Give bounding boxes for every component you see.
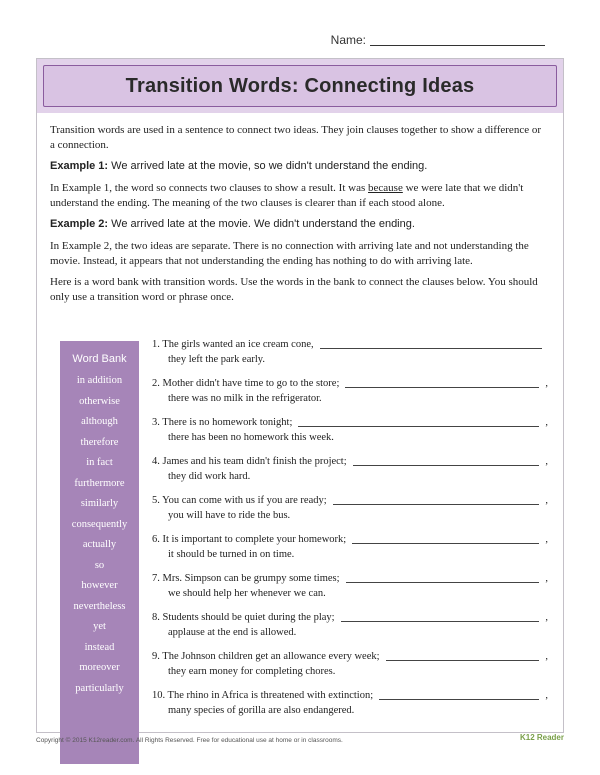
question-item (152, 376, 562, 415)
answer-blank[interactable] (345, 378, 539, 388)
word-bank-item: furthermore (74, 477, 125, 489)
word-bank-item: therefore (80, 436, 119, 448)
question-text: 4. James and his team didn't finish the project; (152, 456, 347, 467)
word-bank-item: in addition (76, 375, 123, 386)
question-item (152, 493, 562, 532)
question-first-clause (152, 649, 562, 664)
example-1 (50, 159, 548, 174)
word-bank-item: yet (93, 621, 106, 632)
question-first-clause (152, 493, 562, 508)
question-text: 8. Students should be quiet during the play; (152, 612, 335, 623)
title-box (43, 65, 557, 107)
question-first-clause (152, 610, 562, 625)
answer-comma: , (545, 573, 548, 584)
question-second-clause: we should help her whenever we can. (168, 588, 326, 599)
question-item (152, 454, 562, 493)
explanation-2: In Example 2, the two ideas are separate. There is no connection with arriving late and not understanding the movie. Instead, it appears that not understanding the ending has nothing to do with arriving late. (50, 240, 529, 267)
answer-blank[interactable] (298, 417, 539, 427)
question-text: 3. There is no homework tonight; (152, 417, 293, 428)
question-first-clause (152, 415, 562, 430)
answer-comma: , (545, 651, 548, 662)
answer-comma: , (545, 417, 548, 428)
answer-blank[interactable] (320, 339, 542, 349)
question-second-clause: they did work hard. (168, 471, 251, 482)
answer-blank[interactable] (379, 690, 539, 700)
answer-comma: , (545, 690, 548, 701)
answer-comma: , (545, 612, 548, 623)
answer-comma: , (545, 495, 548, 506)
question-second-clause: you will have to ride the bus. (168, 510, 291, 521)
question-second-clause: there has been no homework this week. (168, 432, 334, 443)
answer-comma: , (545, 456, 548, 467)
word-bank-item: consequently (71, 518, 128, 530)
answer-blank[interactable] (353, 456, 540, 466)
answer-blank[interactable] (352, 534, 539, 544)
question-item (152, 610, 562, 649)
title-band (37, 59, 563, 113)
worksheet-title: Transition Words: Connecting Ideas (125, 74, 475, 97)
explanation-1 (50, 181, 548, 211)
example-1-text: We arrived late at the movie, so we didn't understand the ending. (111, 160, 428, 172)
answer-blank[interactable] (386, 651, 540, 661)
answer-comma: , (545, 534, 548, 545)
question-text: 6. It is important to complete your homework; (152, 534, 347, 545)
question-second-clause: many species of gorilla are also endangered. (168, 705, 355, 716)
name-field[interactable] (331, 33, 545, 47)
question-first-clause (152, 688, 562, 703)
question-second-clause: there was no milk in the refrigerator. (168, 393, 322, 404)
explanation-1-before: In Example 1, the word so connects two clauses to show a result. It was (50, 182, 369, 194)
question-item (152, 415, 562, 454)
question-text: 1. The girls wanted an ice cream cone, (152, 339, 314, 350)
question-first-clause (152, 376, 562, 391)
question-second-clause: they left the park early. (168, 354, 265, 365)
question-text: 5. You can come with us if you are ready; (152, 495, 327, 506)
name-blank[interactable] (370, 45, 545, 46)
answer-blank[interactable] (341, 612, 540, 622)
word-bank-item: otherwise (79, 395, 120, 407)
word-bank-item: however (81, 580, 118, 591)
explanation-1-after: we were late that we didn't understand the ending. The meaning of the two clauses is clearer than if each stood alone. (50, 182, 524, 209)
question-text: 2. Mother didn't have time to go to the store; (152, 378, 340, 389)
question-second-clause: they earn money for completing chores. (168, 666, 336, 677)
question-second-clause: applause at the end is allowed. (168, 627, 297, 638)
question-item (152, 532, 562, 571)
question-second-clause: it should be turned in on time. (168, 549, 295, 560)
example-2-text: We arrived late at the movie. We didn't understand the ending. (111, 218, 415, 230)
word-bank-item: moreover (79, 662, 120, 673)
example-1-label: Example 1: (50, 160, 109, 172)
question-first-clause (152, 532, 562, 547)
name-label: Name: (330, 33, 366, 47)
word-bank-item: actually (82, 539, 117, 550)
word-bank (60, 341, 139, 764)
question-text: 7. Mrs. Simpson can be grumpy some times; (152, 573, 340, 584)
question-item (152, 688, 562, 727)
answer-comma: , (545, 378, 548, 389)
word-bank-item: so (94, 559, 105, 571)
instructions-section (50, 123, 548, 311)
question-item (152, 337, 562, 376)
worksheet-frame (36, 58, 564, 733)
word-bank-item: although (81, 416, 118, 427)
answer-blank[interactable] (333, 495, 540, 505)
question-first-clause (152, 571, 562, 586)
explanation-1-underlined: because (368, 182, 403, 194)
example-2-label: Example 2: (50, 218, 109, 230)
question-item (152, 571, 562, 610)
question-text: 10. The rhino in Africa is threatened with extinction; (152, 690, 374, 701)
intro-paragraph: Transition words are used in a sentence to connect two ideas. They join clauses together to show a difference or a connection. (50, 124, 541, 151)
word-bank-item: in fact (86, 457, 113, 468)
word-bank-item: instead (84, 641, 115, 653)
word-bank-item: particularly (75, 682, 124, 694)
question-first-clause (152, 454, 562, 469)
question-item (152, 649, 562, 688)
example-2 (50, 217, 548, 232)
answer-blank[interactable] (346, 573, 540, 583)
k12reader-logo: K12 Reader (519, 733, 564, 742)
questions-list (152, 337, 562, 727)
instructions-paragraph: Here is a word bank with transition words. Use the words in the bank to connect the clauses below. You should only use a transition word or phrase once. (50, 276, 538, 303)
question-text: 9. The Johnson children get an allowance every week; (152, 651, 380, 662)
word-bank-item: nevertheless (73, 600, 126, 612)
word-bank-list (60, 371, 139, 699)
word-bank-item: similarly (80, 498, 119, 509)
question-first-clause (152, 337, 562, 352)
word-bank-title: Word Bank (72, 353, 127, 365)
footer-copyright: Copyright © 2015 K12reader.com. All Rights Reserved. Free for educational use at home or in classrooms. (36, 737, 343, 744)
